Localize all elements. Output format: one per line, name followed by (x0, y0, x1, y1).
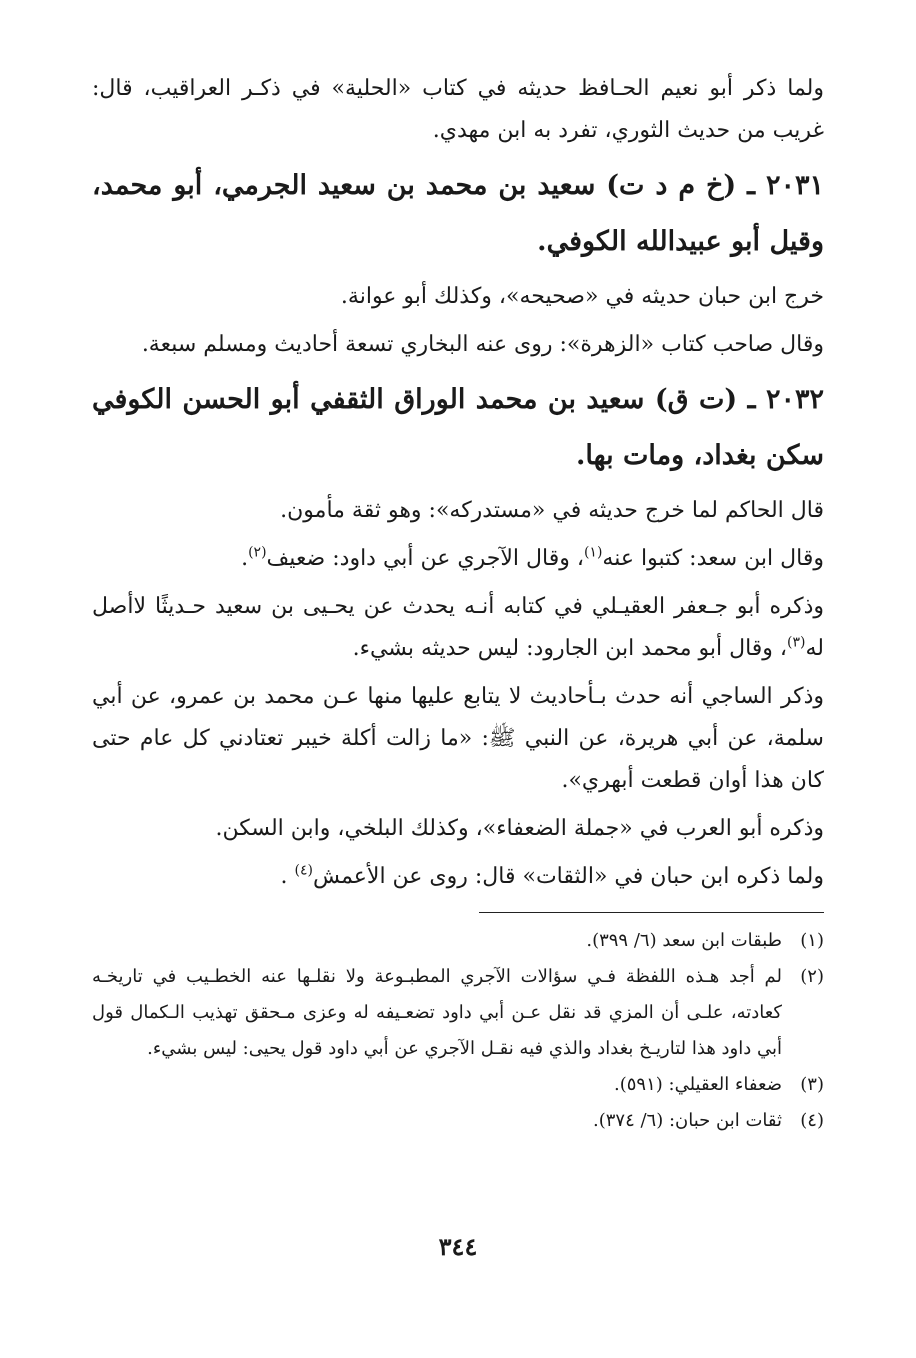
footnotes (92, 923, 824, 1139)
paragraph-text: . (280, 864, 295, 889)
footnote-divider (479, 912, 824, 913)
paragraph: قال الحاكم لما خرج حديثه في «مستدركه»: وهو ثقة مأمون. (280, 498, 824, 523)
entry-heading: ٢٠٣١ ـ (خ م د ت) سعيد بن محمد بن سعيد الجرمي، أبو محمد، وقيل أبو عبيدالله الكوفي. (92, 170, 824, 257)
footnote-number: (٢) (800, 966, 824, 987)
footnote-number: (٣) (800, 1074, 824, 1095)
paragraph: وذكر الساجي أنه حدث بـأحاديث لا يتابع عليها منها عـن محمد بن عمرو، عن أبي سلمة، عن أبي هريرة، عن النبي ﷺ: «ما زالت أكلة خيبر تعتادني كل عام حتى كان هذا أوان قطعت أبهري». (92, 684, 824, 793)
footnote-text: ثقات ابن حبان: (٦/ ٣٧٤). (592, 1110, 782, 1131)
footnote-text: لم أجد هـذه اللفظة فـي سؤالات الآجري المطبـوعة ولا نقلـها عنه الخطـيب في تاريخـه كعادته، علـى أن المزي قد نقل عـن أبي داود تضعـيفه له وعزى مـحقق تهذيب الـكمال قول أبي داود هذا لتاريـخ بغداد والذي فيه نقـل الآجري عن أبي داود قول يحيى: ليس بشيء. (92, 966, 782, 1059)
footnote-text: ضعفاء العقيلي: (٥٩١). (614, 1074, 782, 1095)
paragraph: ولما ذكر أبو نعيم الحـافظ حديثه في كتاب «الحلية» في ذكـر العراقيب، قال: غريب من حديث الثوري، تفرد به ابن مهدي. (92, 76, 824, 143)
footnote-marker[interactable]: (٢) (248, 544, 267, 561)
paragraph-text: ، وقال أبو محمد ابن الجارود: ليس حديثه بشيء. (352, 636, 788, 661)
paragraph-text: ولما ذكره ابن حبان في «الثقات» قال: روى عن الأعمش (313, 864, 824, 889)
footnote-marker[interactable]: (٤) (294, 862, 314, 879)
footnote (92, 1067, 824, 1103)
main-text (92, 68, 824, 898)
footnote-number: (٤) (800, 1110, 824, 1131)
paragraph (92, 856, 824, 898)
paragraph: وذكره أبو العرب في «جملة الضعفاء»، وكذلك البلخي، وابن السكن. (215, 816, 824, 841)
footnote-text: طبقات ابن سعد (٦/ ٣٩٩). (586, 930, 782, 951)
footnote (92, 959, 824, 1067)
footnote (92, 1103, 824, 1139)
paragraph-text: وذكره أبو جـعفر العقيـلي في كتابه أنـه يحدث عن يحـيى بن سعيد حـديثًا لاأصل له (92, 594, 824, 661)
paragraph: وقال صاحب كتاب «الزهرة»: روى عنه البخاري تسعة أحاديث ومسلم سبعة. (141, 332, 824, 357)
paragraph (92, 586, 824, 670)
paragraph-text: . (241, 546, 249, 571)
paragraph-text: ، وقال الآجري عن أبي داود: ضعيف (266, 546, 584, 571)
page-number: ٣٤٤ (438, 1232, 478, 1261)
paragraph (92, 538, 824, 580)
paragraph: خرج ابن حبان حديثه في «صحيحه»، وكذلك أبو عوانة. (340, 284, 824, 309)
paragraph-text: وقال ابن سعد: كتبوا عنه (602, 546, 824, 571)
entry-heading: ٢٠٣٢ ـ (ت ق) سعيد بن محمد الوراق الثقفي أبو الحسن الكوفي سكن بغداد، ومات بها. (92, 384, 824, 471)
footnote-marker[interactable]: (١) (583, 544, 603, 561)
footnote-number: (١) (800, 930, 824, 951)
footnote-marker[interactable]: (٣) (787, 634, 806, 651)
footnote (92, 923, 824, 959)
